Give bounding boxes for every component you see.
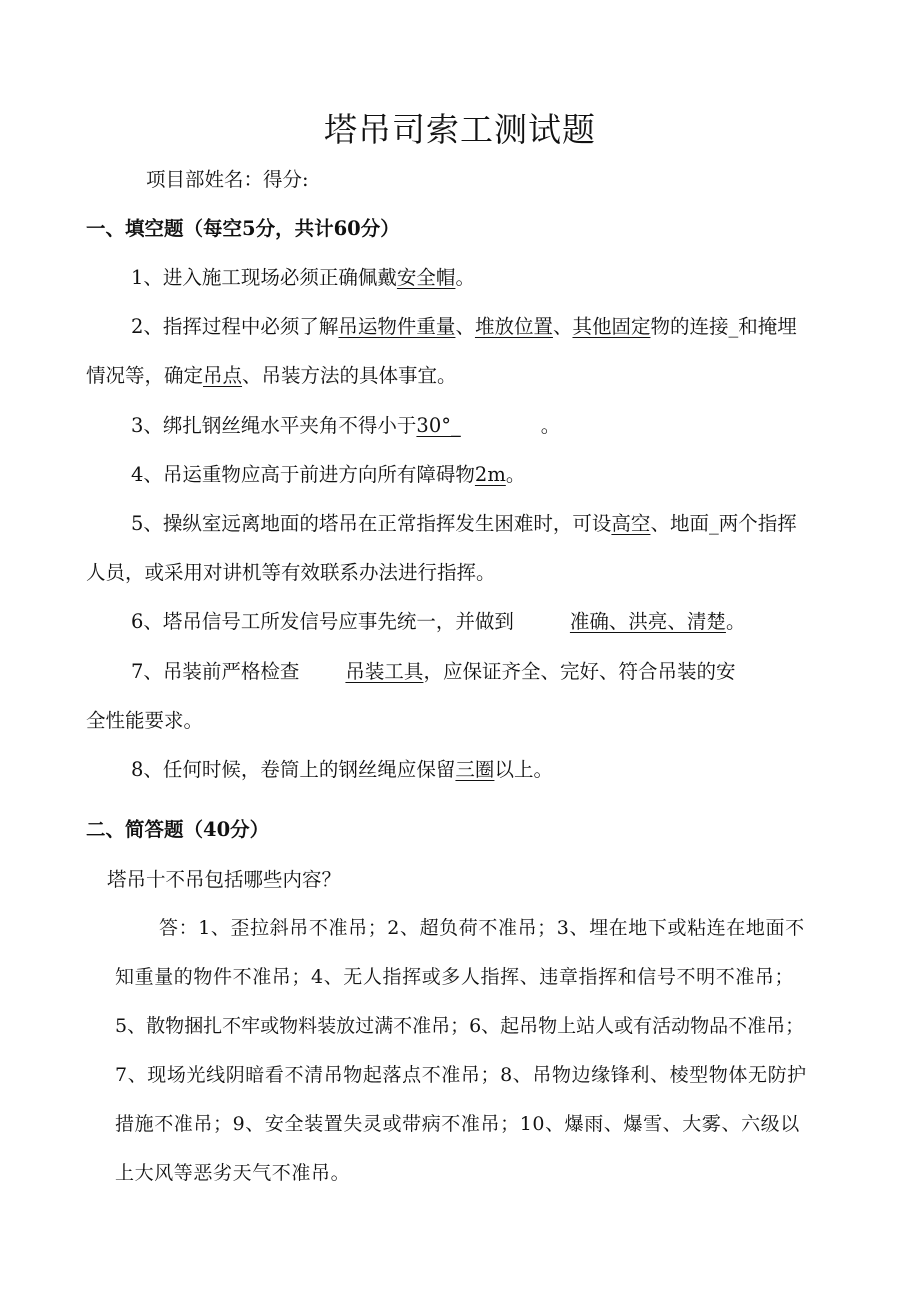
q3-end: 。: [540, 414, 561, 437]
question-8: [131, 756, 553, 784]
meta-line: 项目部姓名：得分:: [146, 168, 309, 191]
q5-text: 5、操纵室远离地面的塔吊在正常指挥发生困难时，可设: [131, 512, 612, 535]
question-5: [131, 510, 797, 538]
q8-end: 以上。: [494, 758, 553, 781]
question-7-cont: 全性能要求。: [86, 709, 204, 732]
section1-heading: 一、填空题（每空5分，共计60分）: [86, 217, 400, 240]
question-5-cont: 人员，或采用对讲机等有效联系办法进行指挥。: [86, 561, 496, 584]
section2-heading: 二、简答题（40分）: [86, 818, 270, 841]
q2-text-end: 物的连接_和掩埋: [650, 315, 797, 338]
page-title: 塔吊司索工测试题: [324, 110, 596, 149]
answer-line-6: 上大风等恶劣天气不准吊。: [115, 1162, 351, 1184]
question-1: [131, 264, 475, 292]
q6-text: 6、塔吊信号工所发信号应事先统一，并做到: [131, 610, 514, 633]
q8-blank: 三圈: [455, 758, 495, 781]
q2-l2-end: 、吊装方法的具体事宜。: [242, 364, 457, 387]
q8-text: 8、任何时候，卷筒上的钢丝绳应保留: [131, 758, 456, 781]
q2-blank-2: 堆放位置: [474, 315, 553, 338]
q2-blank-3: 其他固定: [572, 315, 651, 338]
q2-blank-1: 吊运物件重量: [338, 315, 456, 338]
q1-text: 1、进入施工现场必须正确佩戴: [131, 266, 397, 289]
answer-line-2: 知重量的物件不准吊；4、无人指挥或多人指挥、违章指挥和信号不明不准吊；: [115, 966, 795, 988]
q6-blank: 准确、洪亮、清楚: [569, 610, 726, 633]
question-2-cont: [86, 362, 457, 390]
q7-text: 7、吊装前严格检查: [131, 660, 300, 683]
question-4: [131, 461, 525, 489]
q4-end: 。: [505, 463, 526, 486]
section2-question: 塔吊十不吊包括哪些内容？: [107, 868, 342, 891]
answer-line-3: 5、散物捆扎不牢或物料装放过满不准吊；6、起吊物上站人或有活动物品不准吊；: [115, 1015, 805, 1037]
q5-text-end: 、地面_两个指挥: [650, 512, 797, 535]
q4-blank: 2m: [474, 463, 506, 486]
q2-sep-1: 、: [455, 315, 475, 338]
answer-line-1: 答：1、歪拉斜吊不准吊；2、超负荷不准吊；3、埋在地下或粘连在地面不: [159, 917, 805, 939]
question-6: [131, 608, 745, 636]
answer-line-4: 7、现场光线阴暗看不清吊物起落点不准吊；8、吊物边缘锋利、棱型物体无防护: [115, 1064, 807, 1086]
q1-blank: 安全帽: [396, 266, 456, 289]
q7-text-end: ，应保证齐全、完好、符合吊装的安: [423, 660, 736, 683]
q2-text: 2、指挥过程中必须了解: [131, 315, 339, 338]
q7-blank: 吊装工具: [345, 660, 424, 683]
question-7: [131, 658, 735, 686]
q2-l2-text: 情况等，确定: [86, 364, 204, 387]
q3-blank: 30°_: [416, 414, 461, 437]
question-3: [131, 412, 560, 440]
q2-blank-4: 吊点: [203, 364, 243, 387]
q4-text: 4、吊运重物应高于前进方向所有障碍物: [131, 463, 475, 486]
q1-end: 。: [455, 266, 475, 289]
question-2: [131, 313, 797, 341]
q3-text: 3、绑扎钢丝绳水平夹角不得小于: [131, 414, 417, 437]
q5-blank: 高空: [611, 512, 651, 535]
answer-line-5: 措施不准吊；9、安全装置失灵或带病不准吊；10、爆雨、爆雪、大雾、六级以: [115, 1113, 800, 1135]
q6-end: 。: [725, 610, 746, 633]
q2-sep-2: 、: [552, 315, 573, 338]
